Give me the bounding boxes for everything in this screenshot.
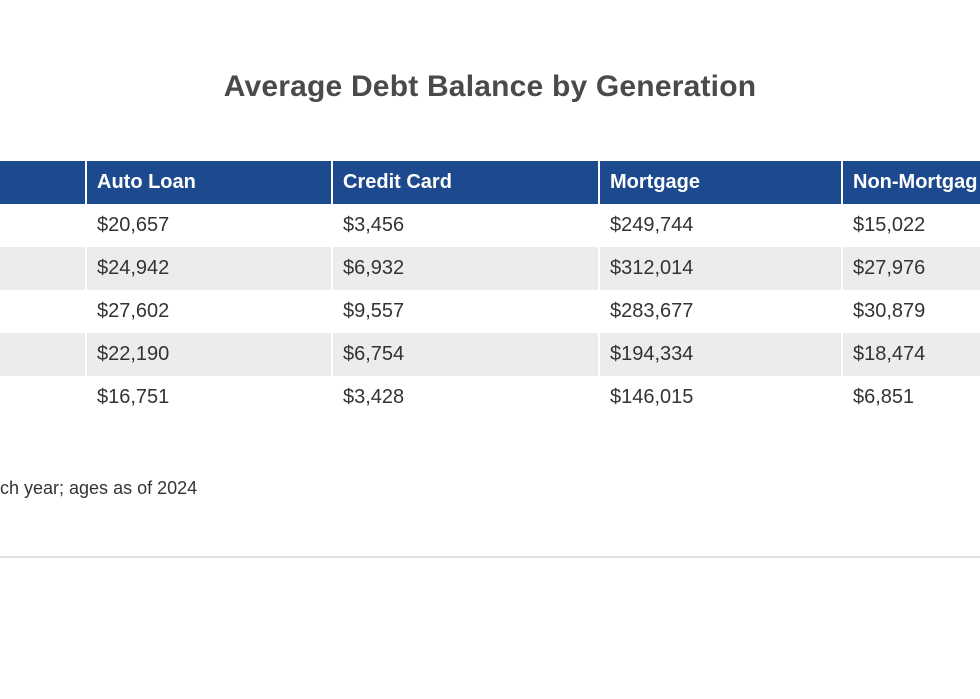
table-row: [0, 333, 980, 376]
cell-generation: [0, 376, 86, 419]
cell-mortgage: $312,014: [599, 247, 842, 290]
cell-mortgage: $283,677: [599, 290, 842, 333]
page-title: Average Debt Balance by Generation: [223, 70, 757, 103]
table-row: [0, 247, 980, 290]
cell-mortgage: $146,015: [599, 376, 842, 419]
cell-credit-card: $6,932: [332, 247, 599, 290]
cell-non-mortgage: $6,851: [842, 376, 980, 419]
cell-generation: [0, 204, 86, 247]
cell-non-mortgage: $18,474: [842, 333, 980, 376]
table-row: [0, 204, 980, 247]
table-header-row: [0, 161, 980, 204]
debt-table-container: [0, 161, 980, 421]
cell-credit-card: $6,754: [332, 333, 599, 376]
column-header-credit-card: Credit Card: [332, 161, 599, 204]
column-header-generation: [0, 161, 86, 204]
cell-auto-loan: $24,942: [86, 247, 332, 290]
column-header-mortgage: Mortgage: [599, 161, 842, 204]
cell-mortgage: $249,744: [599, 204, 842, 247]
section-divider: [0, 556, 980, 558]
cell-credit-card: $3,456: [332, 204, 599, 247]
debt-table: [0, 161, 980, 419]
column-header-auto-loan: Auto Loan: [86, 161, 332, 204]
cell-generation: [0, 333, 86, 376]
cell-auto-loan: $27,602: [86, 290, 332, 333]
cell-non-mortgage: $15,022: [842, 204, 980, 247]
table-footnote: ch year; ages as of 2024: [0, 478, 198, 498]
cell-non-mortgage: $30,879: [842, 290, 980, 333]
cell-credit-card: $9,557: [332, 290, 599, 333]
table-row: [0, 290, 980, 333]
cell-non-mortgage: $27,976: [842, 247, 980, 290]
table-row: [0, 376, 980, 419]
cell-auto-loan: $16,751: [86, 376, 332, 419]
column-header-non-mortgage: Non-Mortgag: [842, 161, 980, 204]
cell-credit-card: $3,428: [332, 376, 599, 419]
cell-auto-loan: $22,190: [86, 333, 332, 376]
cell-generation: [0, 290, 86, 333]
cell-generation: [0, 247, 86, 290]
cell-auto-loan: $20,657: [86, 204, 332, 247]
cell-mortgage: $194,334: [599, 333, 842, 376]
